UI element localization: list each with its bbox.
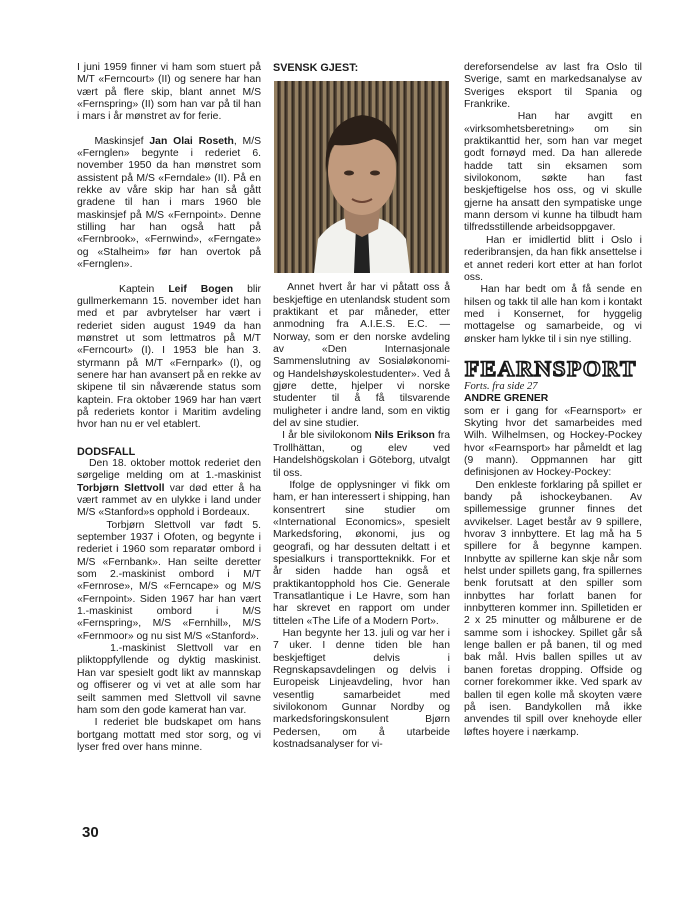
paragraph-hockey-rules: Den enkleste forklaring på spillet er bandy på ishockeybanen. Av spillemessige grunner finnes det avvikelser. Laget består av 9 spillere, hvorav 3 innbyttere. Et lag må ha 5 spillere for å begynne kampen. Innbytte av spillerne kan skje når som helst under spillets gang, fra spillernes benk forutsatt at den spiller som innbyttes har forlatt banen for innbytteren kommer inn. Spilletiden er 2 x 25 minutter og målburene er de samme som i ishockey. Spillet går så lenge ballen er på banen, til og med bak mål. Hvis ballen spilles ut av banen foretas dropping. Offside og corner forekommer ikke. Ved spark av ballen til egen kolle må skoyten være på isen. Bandykollen må ikke anvendes til spill over knehoyde eller løftes hoyere i nærkamp.	[464, 479, 642, 738]
paragraph-obituary-intro: Den 18. oktober mottok rederiet den sørgelige melding om at 1.-maskinist Torbjørn Slettvoll var død etter å ha vært rammet av en ulykke i land under M/S «Stanford»s opphold i Bordeaux.	[77, 457, 261, 519]
section-heading-dodsfall: DODSFALL	[77, 445, 136, 458]
paragraph-continuation: dereforsendelse av last fra Oslo til Sverige, samt en markedsanalyse av Sveriges eksport til Spania og Frankrike.	[464, 62, 642, 111]
paragraph-studies: Ifolge de opplysninger vi fikk om ham, er han interessert i shipping, han konsentrert sine studier om «International Economics», spesielt Markedsforing, økonomi, jus og geografi, og har dessuten deltatt i et spesialkurs i transportteknikk. For et år siden hadde han også et praktikantopphold hos Cie. Generale Transatlantique i Le Havre, som han har skrevet en rapport om under tittelen «The Life of a Modern Port».	[273, 479, 450, 627]
paragraph-new-job: Han er imidlertid blitt i Oslo i rederibransjen, da han fikk ansettelse i et annet rederi kort etter at han forlot oss.	[464, 234, 642, 283]
person-name: Nils Erikson	[374, 430, 435, 442]
paragraph-work: Han begynte her 13. juli og var her i 7 uker. I denne tiden ble han beskjeftiget delvis i Regnskapsavdelingen og delvis i Europeisk Linjeavdeling, hvor han vesentlig samarbeidet med sivilokonom Gunnar Nordby og markedsforingskonsulent Bjørn Pedersen, om å utarbeide kostnadsanalyser for vi-	[273, 627, 450, 751]
fearnsport-logo	[464, 357, 642, 381]
paragraph-report: Han har avgitt en «virksomhetsberetning» om sin praktikanttid her, som han var meget godt fornøyd med. Da han allerede hadde tatt sin eksamen som sivilokonom, søkte han fast beskjeftigelse hos oss, og vi skulle gjerne ha ansatt den sympatiske unge mann dersom vi kunne ha tilbudt ham tilfredsstillende arbeidsoppgaver.	[464, 111, 642, 234]
continuation-note: Forts. fra side 27	[464, 380, 538, 392]
person-name: Torbjørn Slettvoll	[77, 482, 165, 494]
paragraph-stuert: I juni 1959 finner vi ham som stuert på M/T «Ferncourt» (II) og senere har han vært på flere skip, blant annet M/S «Fernspring» (II) som han var på til han i mars i år mønstret av for ferie.	[77, 62, 261, 123]
portrait-photo	[274, 81, 449, 273]
paragraph-roseth: Maskinsjef Jan Olai Roseth, M/S «Fernglen» begynte i rederiet 6. november 1950 da han mønstret som assistent på M/S «Ferndale» (II). På en rekke av våre skip har han så gått gradene til han i mars 1960 ble maskinsjef på M/S «Fernpoint». Denne stilling har han også hatt på «Fernbrook», «Fernwind», «Ferngate» og «Stalheim» før han overtok på «Fernglen».	[77, 135, 262, 271]
paragraph-student: I år ble sivilokonom Nils Erikson fra Trollhättan, og elev ved Handelshögskolan i Göteborg, utvalgt til oss.	[273, 430, 450, 479]
column-3	[464, 62, 642, 739]
page-number: 30	[82, 824, 99, 841]
subheading-andre-grener: ANDRE GRENER	[464, 393, 549, 405]
column-2	[273, 62, 450, 751]
paragraph-obituary-character: 1.-maskinist Slettvoll var en pliktoppfyllende og dyktig maskinist. Han var spesielt godt likt av mannskap og offiserer og vi vet at alle som har seilt sammen med Slettvoll vil savne ham som den gode kamerat han var.	[77, 643, 261, 716]
paragraph-greeting: Han har bedt om å få sende en hilsen og takk til alle han kom i kontakt med i Konsernet, for hyggelig mottagelse og samarbeide, og vi ønsker ham lykke til i sin nye stilling.	[464, 284, 642, 345]
column-1	[77, 62, 261, 754]
section-heading-svensk-gjest: SVENSK GJEST:	[273, 62, 359, 74]
svg-text:FEARNSPORT: FEARNSPORT	[465, 356, 637, 381]
paragraph-sports: som er i gang for «Fearnsport» er Skyting hvor det samarbeides med Wilh. Wilhelmsen, og Hockey-Pockey hvor «Fearnsport» har påmeldt et lag (9 mann). Oppmannen har gitt definisjonen av Hockey-Pockey:	[464, 405, 642, 479]
paragraph-obituary-career: Torbjørn Slettvoll var født 5. september 1937 i Ofoten, og begynte i rederiet i 1960 som reparatør ombord i M/S «Fernbank». Han seilte deretter som 2.-maskinist ombord i M/T «Fernrose», M/S «Ferncape» og M/S «Fernpoint». Siden 1967 har han vært 1.-maskinist ombord i M/S «Fernspring», M/S «Fernhill», M/S «Fernmoor» og nu sist M/S «Stanford».	[77, 519, 261, 642]
paragraph-bogen: Kaptein Leif Bogen blir gullmerkemann 15. november idet han med et par avbrytelser har vært i rederiet siden august 1949 da han mønstret ut som lettmatros på M/T «Ferncourt» (I). I 1953 ble han 3. styrmann på M/T «Fernpark» (I), og senere har han avansert på en rekke av skipene til sin nåværende status som kaptein. Fra oktober 1969 har han vært på rederiets kontor i Maritim avdeling hvor han nu er vel etablert.	[77, 283, 261, 431]
paragraph-intro: Annet hvert år har vi påtatt oss å beskjeftige en utenlandsk student som praktikant et par måneder, etter anmodning fra A.I.E.S. E.C. — Norway, som er den norske avdeling av «Den Internasjonale Sammenslutning av Sosialøkonomi- og Handelshøyskolestudenter». Ved å gjøre dette, hjelper vi norske studenter til å få tilsvarende muligheter i andre land, som en viktig del av sine studier.	[273, 282, 450, 430]
paragraph-obituary-closing: I rederiet ble budskapet om hans bortgang mottatt med stor sorg, og vi lyser fred over hans minne.	[77, 717, 261, 753]
person-name: Leif Bogen	[168, 283, 234, 295]
person-name: Jan Olai Roseth	[149, 135, 234, 147]
